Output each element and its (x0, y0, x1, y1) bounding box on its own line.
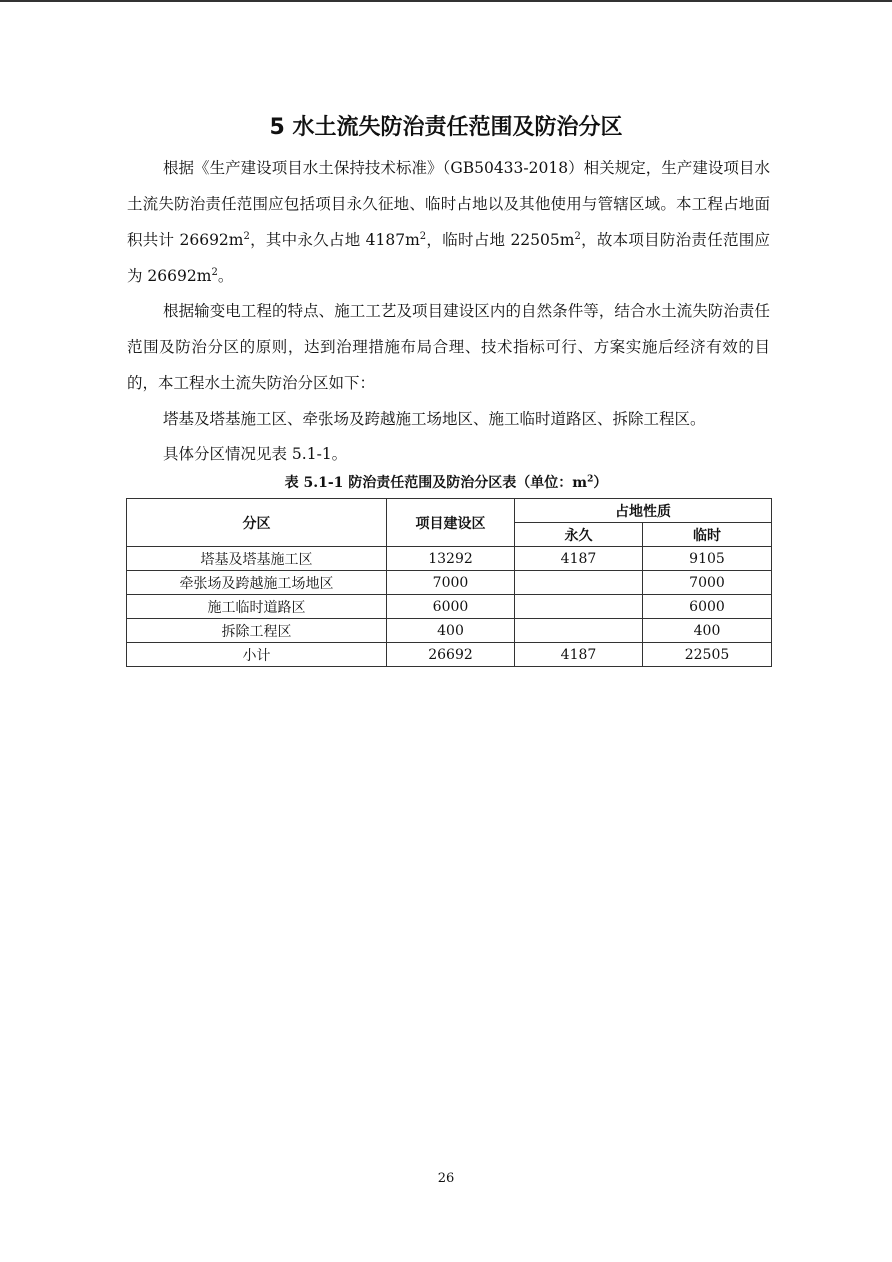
cell-zone: 牵张场及跨越施工场地区 (127, 571, 387, 595)
cell-permanent (515, 571, 643, 595)
cell-temporary: 400 (643, 619, 772, 643)
table-row-subtotal (127, 643, 772, 667)
zoning-table (126, 498, 772, 667)
cell-temporary: 9105 (643, 547, 772, 571)
cell-project-area: 7000 (387, 571, 515, 595)
header-zone: 分区 (127, 499, 387, 547)
table-row (127, 595, 772, 619)
cell-project-area: 6000 (387, 595, 515, 619)
paragraph-zone-list: 塔基及塔基施工区、牵张场及跨越施工场地区、施工临时道路区、拆除工程区。 (163, 410, 706, 428)
header-project-area: 项目建设区 (387, 499, 515, 547)
cell-permanent: 4187 (515, 643, 643, 667)
table-row (127, 547, 772, 571)
cell-project-area: 26692 (387, 643, 515, 667)
cell-permanent: 4187 (515, 547, 643, 571)
header-permanent: 永久 (515, 523, 643, 547)
cell-zone: 拆除工程区 (127, 619, 387, 643)
page-number: 26 (437, 1171, 455, 1186)
cell-temporary: 7000 (643, 571, 772, 595)
cell-zone: 塔基及塔基施工区 (127, 547, 387, 571)
paragraph-zoning-principle: 根据输变电工程的特点、施工工艺及项目建设区内的自然条件等，结合水土流失防治责任范围及防治分区的原则，达到治理措施布局合理、技术指标可行、方案实施后经济有效的目的，本工程水土流失防治分区如下： (127, 302, 770, 392)
cell-project-area: 13292 (387, 547, 515, 571)
header-temporary: 临时 (643, 523, 772, 547)
table-row (127, 619, 772, 643)
cell-project-area: 400 (387, 619, 515, 643)
paragraph-table-reference: 具体分区情况见表 5.1-1。 (163, 445, 348, 463)
cell-zone: 施工临时道路区 (127, 595, 387, 619)
table-row (127, 571, 772, 595)
page-top-border (0, 0, 892, 2)
paragraph-scope: 根据《生产建设项目水土保持技术标准》（GB50433-2018）相关规定，生产建设项目水土流失防治责任范围应包括项目永久征地、临时占地以及其他使用与管辖区域。本工程占地面积共计 $26692m^2$，其中永久占地 $4187m^2$，临时占地 $22505m^2$，故本项目防治责任范围应为 $26692m^2$。 (127, 159, 770, 285)
header-land-nature: 占地性质 (515, 499, 772, 523)
cell-permanent (515, 595, 643, 619)
cell-permanent (515, 619, 643, 643)
cell-zone: 小计 (127, 643, 387, 667)
table-caption: 表 5.1-1 防治责任范围及防治分区表（单位：$m^2$） (284, 474, 608, 491)
cell-temporary: 22505 (643, 643, 772, 667)
section-heading: 5 水土流失防治责任范围及防治分区 (269, 115, 623, 140)
cell-temporary: 6000 (643, 595, 772, 619)
